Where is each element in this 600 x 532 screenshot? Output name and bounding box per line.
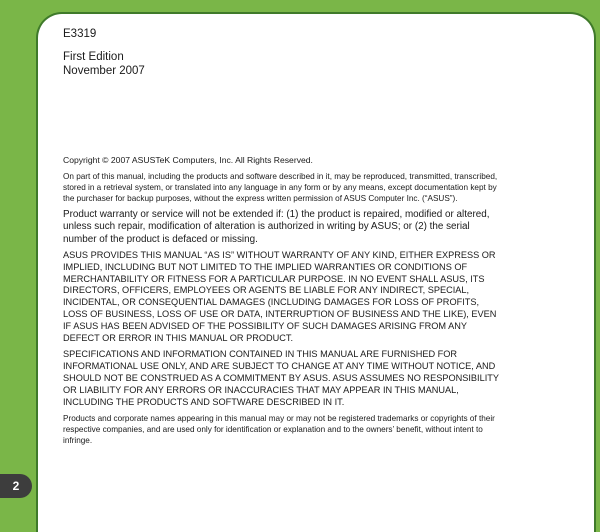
edition-date: November 2007 (63, 65, 145, 77)
edition-label: First Edition (63, 51, 124, 63)
reproduction-notice: On part of this manual, including the products and software described in it, may be reproduced, transmitted, transcribed, stored in a retrieval system, or translated into any language in any form or by any means, except documentation kept by the purchaser for backup purposes, without the express written permission of ASUS Computer Inc. (“ASUS”). (63, 171, 498, 203)
page-number-tab: 2 (0, 474, 32, 498)
document-code: E3319 (63, 28, 97, 40)
disclaimer-notice: ASUS PROVIDES THIS MANUAL “AS IS” WITHOUT WARRANTY OF ANY KIND, EITHER EXPRESS OR IMPLIED, INCLUDING BUT NOT LIMITED TO THE IMPLIED WARRANTIES OR CONDITIONS OF MERCHANTABILITY OR FITNESS FOR A PARTICULAR PURPOSE. IN NO EVENT SHALL ASUS, ITS DIRECTORS, OFFICERS, EMPLOYEES OR AGENTS BE LIABLE FOR ANY INDIRECT, SPECIAL, INCIDENTAL, OR CONSEQUENTIAL DAMAGES (INCLUDING DAMAGES FOR LOSS OF PROFITS, LOSS OF BUSINESS, LOSS OF USE OR DATA, INTERRUPTION OF BUSINESS AND THE LIKE), EVEN IF ASUS HAS BEEN ADVISED OF THE POSSIBILITY OF SUCH DAMAGES ARISING FROM ANY DEFECT OR ERROR IN THIS MANUAL OR PRODUCT. (63, 250, 497, 343)
legal-notice (63, 155, 501, 451)
specifications-notice: SPECIFICATIONS AND INFORMATION CONTAINED IN THIS MANUAL ARE FURNISHED FOR INFORMATIONAL USE ONLY, AND ARE SUBJECT TO CHANGE AT ANY TIME WITHOUT NOTICE, AND SHOULD NOT BE CONSTRUED AS A COMMITMENT BY ASUS. ASUS ASSUMES NO RESPONSIBILITY OR LIABILITY FOR ANY ERRORS OR INACCURACIES THAT MAY APPEAR IN THIS MANUAL, INCLUDING THE PRODUCTS AND SOFTWARE DESCRIBED IN IT. (63, 349, 499, 407)
document-header (63, 27, 145, 78)
trademark-notice: Products and corporate names appearing in this manual may or may not be registered trademarks or copyrights of their respective companies, and are used only for identification or explanation and to the owners’ benefit, without intent to infringe. (63, 414, 495, 446)
warranty-notice: Product warranty or service will not be extended if: (1) the product is repaired, modified or altered, unless such repair, modification of alteration is authorized in writing by ASUS; or (2) the serial number of the product is defaced or missing. (63, 208, 490, 245)
copyright-line: Copyright © 2007 ASUSTeK Computers, Inc. All Rights Reserved. (63, 155, 313, 165)
